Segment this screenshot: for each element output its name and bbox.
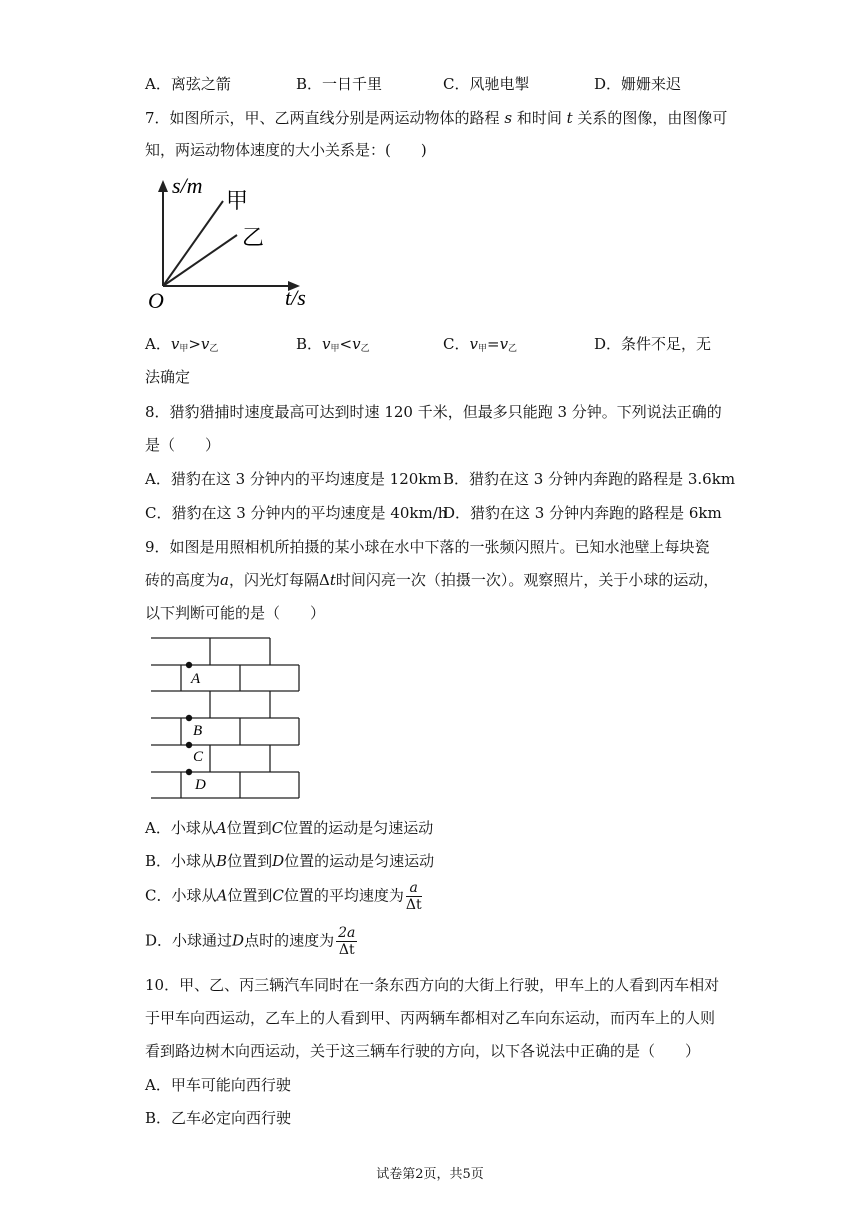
origin-label: O: [148, 288, 164, 310]
q8-stem-line1: 8．猎豹猎捕时速度最高可达到时速 120 千米，但最多只能跑 3 分钟。下列说法正确的: [145, 403, 722, 421]
q7-stem-line2: 知，两运动物体速度的大小关系是：( ): [145, 141, 427, 159]
q6-option-d: D．姗姗来迟: [594, 75, 682, 93]
q9-option-b: B．小球从B位置到D位置的运动是匀速运动: [145, 852, 435, 870]
line-jia-label: 甲: [226, 188, 249, 213]
q9-stem-line3: 以下判断可能的是（ ）: [145, 604, 326, 622]
label-c: C: [193, 749, 204, 765]
q8-option-d: D．猎豹在这 3 分钟内奔跑的路程是 6km: [443, 504, 722, 522]
fraction-a-over-dt: $\frac{a}{\Delta t}$: [405, 880, 422, 913]
ball-position-d: [186, 769, 192, 775]
q7-option-d-line2: 法确定: [145, 368, 191, 386]
q10-option-a: A．甲车可能向西行驶: [145, 1076, 291, 1094]
label-b: B: [193, 723, 203, 739]
q9-option-c: C．小球从A位置到C位置的平均速度为 $\frac{a}{\Delta t}$: [145, 880, 422, 913]
line-jia: [163, 201, 223, 286]
q8-option-c: C．猎豹在这 3 分钟内的平均速度是 40km/h: [145, 504, 448, 522]
brick-rows: [151, 638, 299, 798]
q9-option-a: A．小球从A位置到C位置的运动是匀速运动: [145, 819, 434, 837]
q10-option-b: B．乙车必定向西行驶: [145, 1109, 292, 1127]
line-yi: [163, 235, 237, 286]
q7-option-b: B．$v_甲<v_乙$: [296, 335, 370, 354]
q7-option-c: C．$v_甲=v_乙$: [443, 335, 518, 354]
q8-option-b: B．猎豹在这 3 分钟内奔跑的路程是 3.6km: [443, 470, 736, 488]
ball-position-a: [186, 662, 192, 668]
q8-option-a: A．猎豹在这 3 分钟内的平均速度是 120km: [145, 470, 442, 488]
q6-option-c: C．风驰电掣: [443, 75, 530, 93]
q10-stem-line2: 于甲车向西运动，乙车上的人看到甲、丙两辆车都相对乙车向东运动，而丙车上的人则: [145, 1009, 716, 1027]
q10-stem-line3: 看到路边树木向西运动，关于这三辆车行驶的方向，以下各说法中正确的是（ ）: [145, 1042, 701, 1060]
y-axis-arrow-icon: [158, 180, 168, 192]
q6-option-b: B．一日千里: [296, 75, 383, 93]
q9-brick-wall-figure: [140, 632, 310, 804]
q7-stem-line1: 7．如图所示，甲、乙两直线分别是两运动物体的路程 s 和时间 t 关系的图像，由图像可: [145, 109, 728, 127]
q8-stem-line2: 是（ ）: [145, 436, 221, 454]
label-a: A: [191, 671, 201, 687]
line-yi-label: 乙: [242, 225, 265, 250]
page-footer: 试卷第2页，共5页: [376, 1167, 484, 1182]
y-axis-label: s/m: [172, 173, 203, 198]
ball-position-b: [186, 715, 192, 721]
q6-option-a: A．离弦之箭: [145, 75, 231, 93]
x-axis-label: t/s: [285, 285, 306, 310]
q7-option-d-line1: D．条件不足，无: [594, 335, 712, 353]
q7-option-a: A．$v_甲>v_乙$: [145, 335, 219, 354]
q9-option-d: D．小球通过D点时的速度为 $\frac{2a}{\Delta t}$: [145, 925, 356, 958]
fraction-2a-over-dt: $\frac{2a}{\Delta t}$: [338, 925, 356, 958]
q7-distance-time-graph: [140, 168, 320, 310]
q10-stem-line1: 10．甲、乙、丙三辆汽车同时在一条东西方向的大街上行驶，甲车上的人看到丙车相对: [145, 976, 720, 994]
label-d: D: [195, 777, 206, 793]
ball-position-c: [186, 742, 192, 748]
q9-stem-line1: 9．如图是用照相机所拍摄的某小球在水中下落的一张频闪照片。已知水池壁上每块瓷: [145, 538, 710, 556]
q9-stem-line2: 砖的高度为a，闪光灯每隔Δt时间闪亮一次（拍摄一次）。观察照片，关于小球的运动，: [145, 571, 719, 589]
